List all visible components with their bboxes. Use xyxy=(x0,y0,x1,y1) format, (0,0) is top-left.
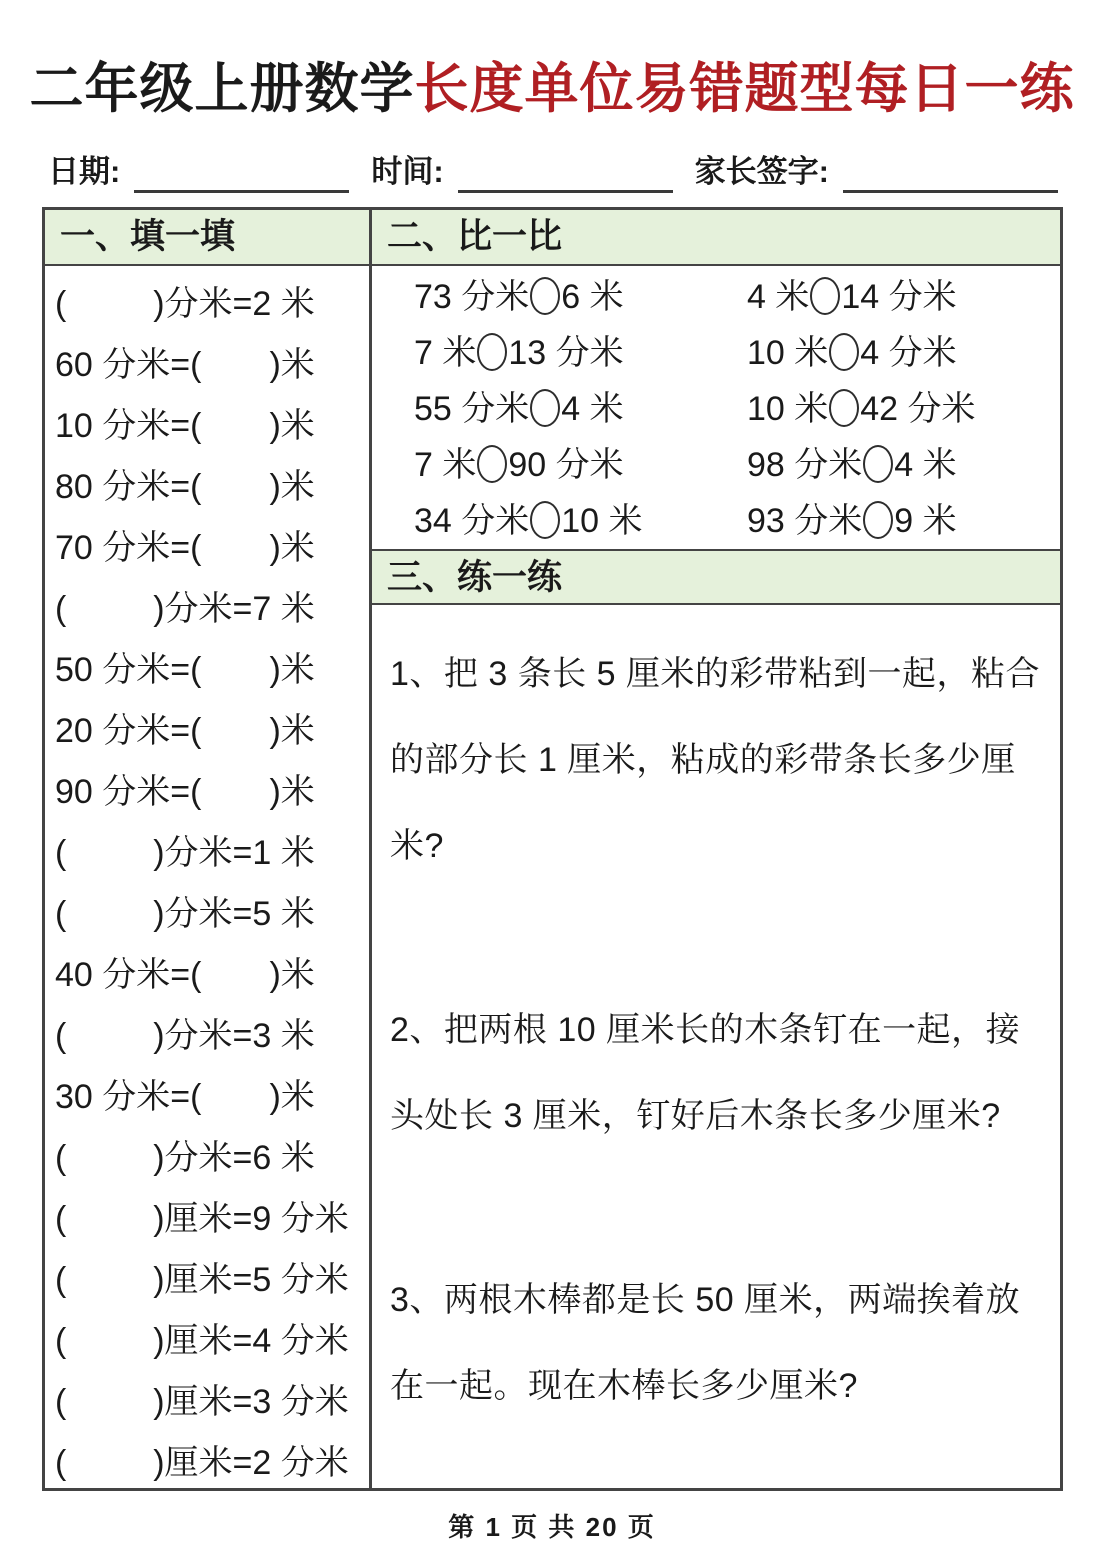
compare-item xyxy=(372,381,747,437)
time-label: 时间: xyxy=(371,154,444,189)
comparison-circle-icon xyxy=(530,389,560,427)
compare-item xyxy=(747,493,1060,549)
fill-in-item: ( )厘米=3 分米 xyxy=(55,1383,349,1421)
fill-in-item: ( )分米=3 米 xyxy=(55,1017,315,1055)
compare-right-value: 9 米 xyxy=(894,502,957,540)
comparison-circle-icon xyxy=(829,333,859,371)
compare-item xyxy=(747,437,1060,493)
compare-row xyxy=(372,269,1060,325)
compare-right-value: 42 分米 xyxy=(860,390,976,428)
section2-header: 二、比一比 xyxy=(372,210,1060,266)
fill-in-item: ( )分米=6 米 xyxy=(55,1139,315,1177)
compare-left-value: 93 分米 xyxy=(747,502,863,540)
fill-in-item: ( )分米=2 米 xyxy=(55,285,315,323)
compare-left-value: 4 米 xyxy=(747,278,810,316)
compare-right-value: 4 米 xyxy=(561,390,624,428)
fill-in-item: ( )厘米=4 分米 xyxy=(55,1322,349,1360)
date-label: 日期: xyxy=(48,154,121,189)
compare-item xyxy=(372,269,747,325)
worksheet-table xyxy=(42,207,1063,1491)
fill-in-item: 90 分米=( )米 xyxy=(55,773,315,811)
comparison-circle-icon xyxy=(530,501,560,539)
compare-right-value: 10 米 xyxy=(561,502,643,540)
section1-header: 一、填一填 xyxy=(45,210,369,266)
compare-item xyxy=(747,325,1060,381)
section-fill-in xyxy=(45,210,372,1488)
compare-right-value: 6 米 xyxy=(561,278,624,316)
compare-item xyxy=(747,269,1060,325)
fill-in-item: ( )分米=1 米 xyxy=(55,834,315,872)
time-blank-line xyxy=(458,157,673,193)
right-column xyxy=(372,210,1060,1488)
page-footer: 第 1 页 共 20 页 xyxy=(448,1512,656,1542)
comparison-circle-icon xyxy=(530,277,560,315)
compare-right-value: 13 分米 xyxy=(508,334,624,372)
fill-in-item: 50 分米=( )米 xyxy=(55,651,315,689)
comparison-circle-icon xyxy=(863,501,893,539)
fill-in-item: 20 分米=( )米 xyxy=(55,712,315,750)
fill-in-item: ( )分米=7 米 xyxy=(55,590,315,628)
word-problem: 1、把 3 条长 5 厘米的彩带粘到一起，粘合的部分长 1 厘米，粘成的彩带条长多少厘米? xyxy=(390,655,1041,865)
compare-right-value: 14 分米 xyxy=(841,278,957,316)
compare-list xyxy=(372,266,1060,549)
section3-header: 三、练一练 xyxy=(372,549,1060,605)
comparison-circle-icon xyxy=(863,445,893,483)
compare-row xyxy=(372,381,1060,437)
compare-item xyxy=(372,437,747,493)
fill-in-item: ( )厘米=9 分米 xyxy=(55,1200,349,1238)
compare-left-value: 7 米 xyxy=(414,334,477,372)
fill-in-item: 10 分米=( )米 xyxy=(55,407,315,445)
compare-left-value: 10 米 xyxy=(747,334,829,372)
comparison-circle-icon xyxy=(810,277,840,315)
compare-right-value: 4 分米 xyxy=(860,334,957,372)
fill-in-item: ( )分米=5 米 xyxy=(55,895,315,933)
compare-row xyxy=(372,437,1060,493)
signature-blank-line xyxy=(843,157,1058,193)
compare-item xyxy=(747,381,1060,437)
compare-row xyxy=(372,325,1060,381)
comparison-circle-icon xyxy=(477,445,507,483)
compare-left-value: 7 米 xyxy=(414,446,477,484)
compare-item xyxy=(372,493,747,549)
fill-in-list xyxy=(45,266,369,1494)
compare-left-value: 55 分米 xyxy=(414,390,530,428)
fill-in-item: ( )厘米=2 分米 xyxy=(55,1444,349,1482)
word-problem: 2、把两根 10 厘米长的木条钉在一起，接头处长 3 厘米，钉好后木条长多少厘米? xyxy=(390,1011,1021,1135)
fill-in-item: ( )厘米=5 分米 xyxy=(55,1261,349,1299)
fill-in-item: 80 分米=( )米 xyxy=(55,468,315,506)
fill-in-item: 70 分米=( )米 xyxy=(55,529,315,567)
meta-row xyxy=(48,147,1062,195)
fill-in-item: 30 分米=( )米 xyxy=(55,1078,315,1116)
title-topic: 长度单位易错题型每日一练 xyxy=(414,59,1075,119)
comparison-circle-icon xyxy=(477,333,507,371)
date-blank-line xyxy=(134,157,349,193)
compare-left-value: 98 分米 xyxy=(747,446,863,484)
title-course: 二年级上册数学 xyxy=(29,59,415,119)
fill-in-item: 40 分米=( )米 xyxy=(55,956,315,994)
compare-row xyxy=(372,493,1060,549)
word-problem: 3、两根木棒都是长 50 厘米，两端挨着放在一起。现在木棒长多少厘米? xyxy=(390,1281,1021,1405)
question-list xyxy=(372,605,1060,1527)
compare-right-value: 4 米 xyxy=(894,446,957,484)
compare-item xyxy=(372,325,747,381)
fill-in-item: 60 分米=( )米 xyxy=(55,346,315,384)
page-title xyxy=(0,0,1104,123)
compare-right-value: 90 分米 xyxy=(508,446,624,484)
compare-left-value: 73 分米 xyxy=(414,278,530,316)
compare-left-value: 34 分米 xyxy=(414,502,530,540)
comparison-circle-icon xyxy=(829,389,859,427)
compare-left-value: 10 米 xyxy=(747,390,829,428)
parent-signature-label: 家长签字: xyxy=(694,154,829,189)
